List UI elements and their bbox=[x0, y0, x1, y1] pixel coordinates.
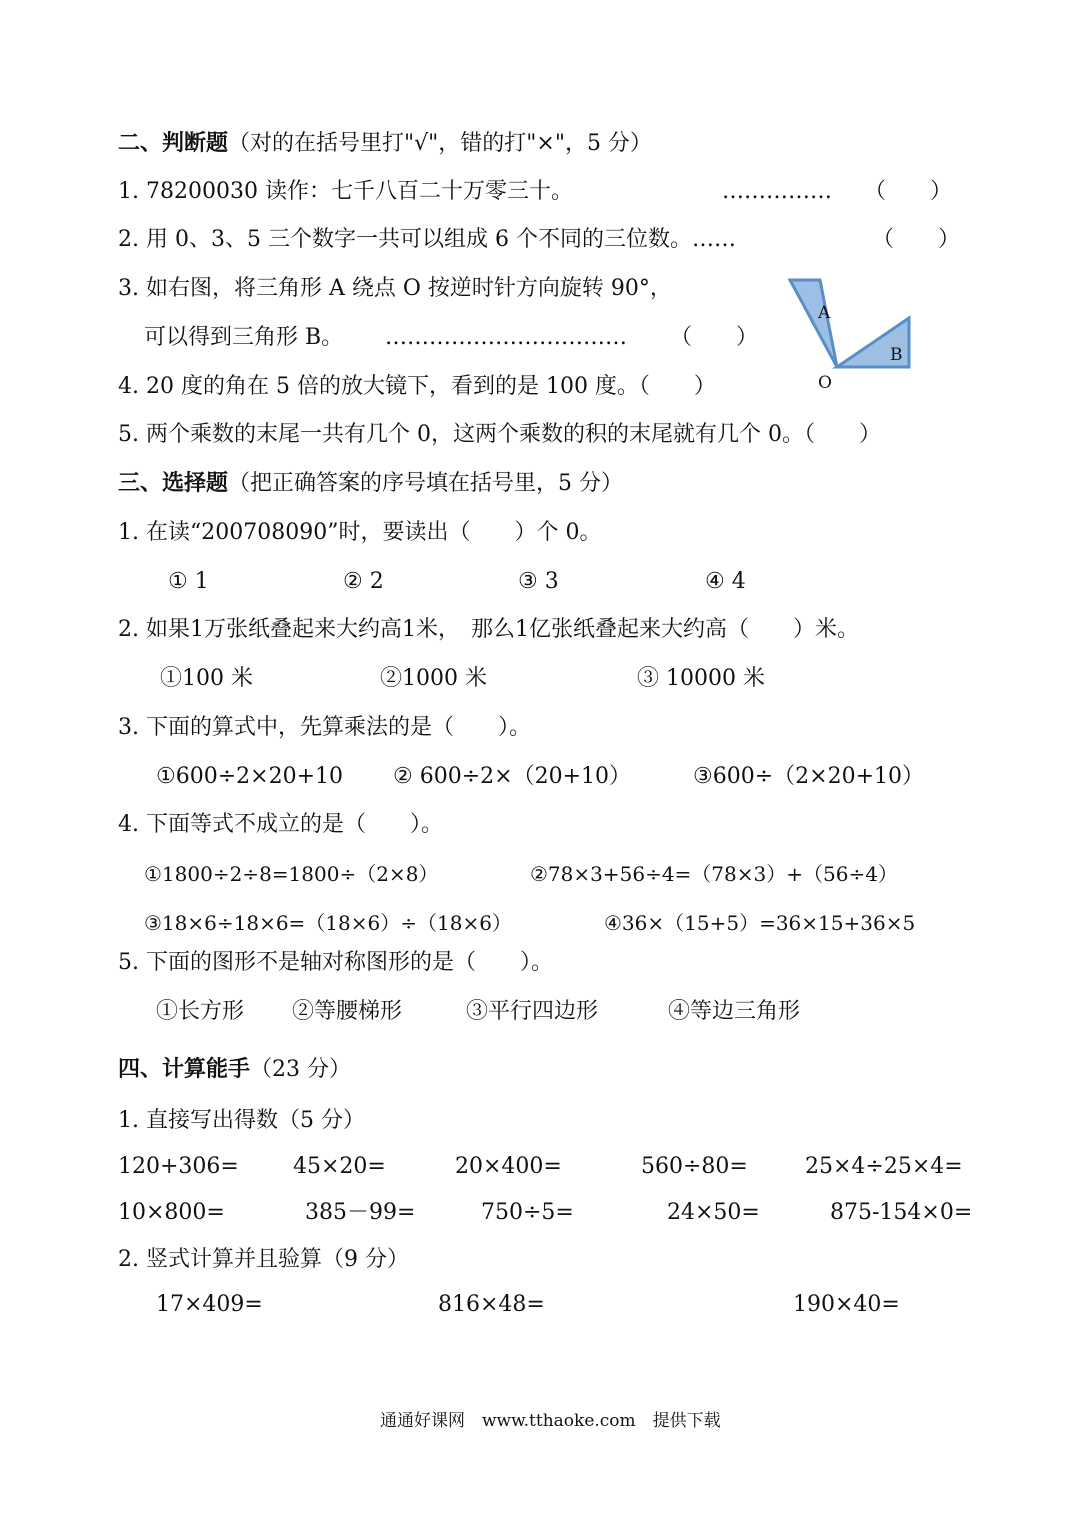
calc-item: 10×800= bbox=[118, 1200, 225, 1225]
vertical-calc-item: 190×40= bbox=[793, 1292, 900, 1317]
s2-q3-line1: 3. 如右图，将三角形 A 绕点 O 按逆时针方向旋转 90°， bbox=[118, 276, 672, 301]
s2-q4-text: 4. 20 度的角在 5 倍的放大镜下，看到的是 100 度。（ ） bbox=[118, 374, 716, 399]
s2-q5-text: 5. 两个乘数的末尾一共有几个 0，这两个乘数的积的末尾就有几个 0。（ ） bbox=[118, 422, 881, 447]
s3-q5-option[interactable]: ①长方形 bbox=[156, 999, 245, 1024]
section4-header bbox=[118, 1054, 351, 1085]
section2-title: 二、判断题 bbox=[118, 130, 229, 156]
calc-item: 875-154×0= bbox=[830, 1200, 973, 1225]
footer-text: 通通好课网 www.tthaoke.com 提供下载 bbox=[380, 1411, 721, 1431]
section4-title: 四、计算能手 bbox=[118, 1056, 251, 1082]
s4-sub1-text: 1. 直接写出得数（5 分） bbox=[118, 1108, 365, 1133]
s3-q3-text: 3. 下面的算式中，先算乘法的是（ ）。 bbox=[118, 715, 531, 740]
s2-q3-dots: …………………………… bbox=[385, 325, 627, 350]
s3-q2-text: 2. 如果1万张纸叠起来大约高1米， 那么1亿张纸叠起来大约高（ ）米。 bbox=[118, 617, 859, 642]
s2-q1-dots: …………… bbox=[722, 179, 832, 204]
s3-q1-option[interactable]: ① 1 bbox=[168, 569, 209, 594]
s4-sub2-text: 2. 竖式计算并且验算（9 分） bbox=[118, 1247, 409, 1272]
s2-q2-answer-paren[interactable]: （ ） bbox=[872, 227, 961, 252]
s3-q5-text: 5. 下面的图形不是轴对称图形的是（ ）。 bbox=[118, 950, 553, 975]
s3-q2-option[interactable]: ③ 10000 米 bbox=[637, 666, 765, 691]
point-o-label: O bbox=[818, 373, 832, 393]
s2-q3-answer-paren[interactable]: （ ） bbox=[670, 325, 759, 350]
s3-q2-option[interactable]: ②1000 米 bbox=[380, 666, 487, 691]
section2-header bbox=[118, 128, 652, 159]
s3-q1-option[interactable]: ③ 3 bbox=[518, 569, 559, 594]
calc-item: 385－99= bbox=[305, 1200, 416, 1225]
s3-q2-option[interactable]: ①100 米 bbox=[160, 666, 253, 691]
s3-q1-option[interactable]: ④ 4 bbox=[705, 569, 746, 594]
calc-item: 24×50= bbox=[667, 1200, 760, 1225]
s3-q1-text: 1. 在读“200708090”时，要读出（ ）个 0。 bbox=[118, 520, 602, 545]
s2-q3-line2: 可以得到三角形 B。 bbox=[144, 325, 344, 350]
s3-q4-option[interactable]: ①1800÷2÷8=1800÷（2×8） bbox=[144, 862, 439, 886]
calc-item: 560÷80= bbox=[641, 1154, 748, 1179]
section3-header bbox=[118, 468, 623, 499]
section3-title: 三、选择题 bbox=[118, 470, 229, 496]
calc-item: 25×4÷25×4= bbox=[805, 1154, 963, 1179]
triangle-a bbox=[790, 280, 837, 367]
s3-q5-option[interactable]: ②等腰梯形 bbox=[292, 999, 403, 1024]
s3-q3-option[interactable]: ③600÷（2×20+10） bbox=[693, 764, 925, 789]
s3-q4-option[interactable]: ③18×6÷18×6=（18×6）÷（18×6） bbox=[144, 911, 512, 935]
section2-note: （对的在括号里打"√"，错的打"×"，5 分） bbox=[228, 131, 652, 156]
triangle-b-label: B bbox=[890, 345, 903, 365]
calc-item: 45×20= bbox=[293, 1154, 386, 1179]
s3-q5-option[interactable]: ③平行四边形 bbox=[466, 999, 599, 1024]
triangle-a-label: A bbox=[818, 303, 831, 323]
rotation-figure bbox=[780, 270, 920, 395]
s3-q1-option[interactable]: ② 2 bbox=[343, 569, 384, 594]
vertical-calc-item: 816×48= bbox=[438, 1292, 545, 1317]
s3-q5-option[interactable]: ④等边三角形 bbox=[668, 999, 801, 1024]
s3-q4-option[interactable]: ②78×3+56÷4=（78×3）+（56÷4） bbox=[530, 862, 898, 886]
calc-item: 120+306= bbox=[118, 1154, 239, 1179]
s3-q4-option[interactable]: ④36×（15+5）=36×15+36×5 bbox=[604, 911, 916, 935]
s2-q1-text: 1. 78200030 读作：七千八百二十万零三十。 bbox=[118, 179, 573, 204]
calc-item: 750÷5= bbox=[481, 1200, 574, 1225]
s2-q2-text: 2. 用 0、3、5 三个数字一共可以组成 6 个不同的三位数。…… bbox=[118, 227, 736, 252]
s3-q3-option[interactable]: ② 600÷2×（20+10） bbox=[393, 764, 631, 789]
s3-q3-option[interactable]: ①600÷2×20+10 bbox=[156, 764, 343, 789]
s3-q4-text: 4. 下面等式不成立的是（ ）。 bbox=[118, 812, 443, 837]
section3-note: （把正确答案的序号填在括号里，5 分） bbox=[228, 471, 624, 496]
calc-item: 20×400= bbox=[455, 1154, 562, 1179]
s2-q1-answer-paren[interactable]: （ ） bbox=[864, 179, 953, 204]
section4-note: （23 分） bbox=[250, 1057, 352, 1082]
vertical-calc-item: 17×409= bbox=[156, 1292, 263, 1317]
